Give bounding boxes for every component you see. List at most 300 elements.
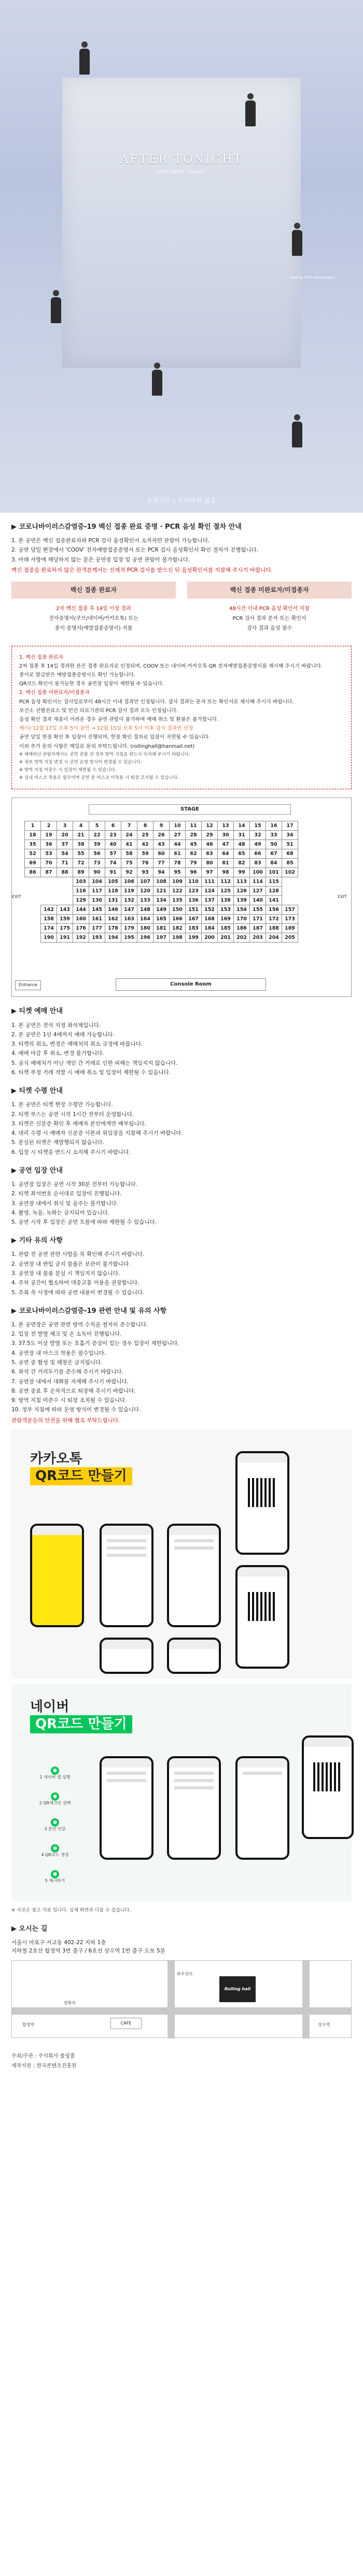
column-line: 전자증명서(쿠브/네이버/카카오톡) 또는 bbox=[49, 615, 138, 621]
seat: 57 bbox=[105, 849, 121, 859]
seat: 203 bbox=[250, 933, 266, 943]
box-small-line: ※ 정부 방역 지침 변경 시 공연 운영 방식이 변경될 수 있습니다. bbox=[19, 759, 142, 765]
step-number-icon: ● bbox=[51, 1818, 59, 1827]
seat: 24 bbox=[121, 831, 137, 840]
seat: 148 bbox=[137, 905, 153, 915]
seat: 121 bbox=[153, 887, 170, 896]
list-item: 4. 예매 마감 후 취소, 변경 불가합니다. bbox=[11, 1050, 104, 1057]
seat: 186 bbox=[234, 924, 250, 933]
box-line: 보건소 선별진료소 및 민간 의료기관의 PCR 검사 결과 모두 인정됩니다. bbox=[19, 707, 178, 714]
seat: 34 bbox=[282, 831, 298, 840]
column-head: 백신 접종 완료자 bbox=[11, 582, 176, 599]
seat: 94 bbox=[153, 868, 170, 877]
naver-qr-guide bbox=[11, 1684, 352, 1901]
credit-host: 주최/주관 : 주식회사 롤링홀 bbox=[11, 2053, 75, 2060]
list-item: 2. 본 공연은 1인 4매까지 예매 가능합니다. bbox=[11, 1031, 115, 1038]
list-item: 5. 공식 예매처가 아닌 개인 간 거래로 인한 피해는 책임지지 않습니다. bbox=[11, 1060, 178, 1066]
seat: 127 bbox=[250, 887, 266, 896]
seat: 72 bbox=[73, 859, 89, 868]
seat: 115 bbox=[266, 877, 282, 887]
seat-row bbox=[25, 859, 298, 868]
covid-notice: 백신 접종을 완료하지 않은 관객분께서는 선제적 PCR 검사를 받으신 뒤 음성확인서를 지참해 주시기 바랍니다. bbox=[11, 567, 273, 573]
seat: 53 bbox=[41, 849, 57, 859]
vaccine-columns bbox=[11, 582, 352, 639]
seat: 18 bbox=[25, 831, 41, 840]
seat: 174 bbox=[41, 924, 57, 933]
seat: 79 bbox=[186, 859, 202, 868]
list-item: 1. 본 공연은 백신 접종완료자와 PCR 검사 음성확인서 소지자만 관람이 가능합니다. bbox=[11, 538, 210, 544]
seat: 38 bbox=[73, 840, 89, 849]
seat: 47 bbox=[218, 840, 234, 849]
empty-cell bbox=[282, 896, 298, 905]
seat: 51 bbox=[282, 840, 298, 849]
list-item: 2. 공연장 내 반입 금지 물품은 보관이 불가합니다. bbox=[11, 1261, 131, 1267]
list-item: 3. 아래 사항에 해당하지 않는 분은 공연장 입장 및 공연 관람이 불가합니다. bbox=[11, 556, 190, 563]
seat: 120 bbox=[137, 887, 153, 896]
column-line: 48시간 이내 PCR 음성 확인서 지참 bbox=[229, 605, 310, 612]
seat: 172 bbox=[266, 915, 282, 924]
phone-mockup bbox=[167, 1524, 221, 1627]
seat: 102 bbox=[282, 868, 298, 877]
list-item: 4. 공연장 내 마스크 착용은 필수입니다. bbox=[11, 1350, 106, 1356]
seat: 131 bbox=[105, 896, 121, 905]
list-item: 6. 입장 시 티켓을 반드시 소지해 주시기 바랍니다. bbox=[11, 1149, 131, 1155]
entrance-label: Entrance bbox=[15, 980, 41, 990]
list-item: 3. 티켓은 신분증 확인 후 예매자 본인에게만 배부됩니다. bbox=[11, 1120, 146, 1127]
seat: 141 bbox=[266, 896, 282, 905]
empty-cell bbox=[41, 877, 57, 887]
list-item: 2. 티켓 부스는 공연 시작 1시간 전부터 운영합니다. bbox=[11, 1111, 134, 1118]
seat: 29 bbox=[202, 831, 218, 840]
map-road bbox=[302, 1961, 310, 2038]
list-item: 5. 주최 측 사정에 따라 공연 내용이 변경될 수 있습니다. bbox=[11, 1289, 145, 1296]
seat: 162 bbox=[105, 915, 121, 924]
seat: 154 bbox=[234, 905, 250, 915]
covid-section bbox=[0, 522, 363, 789]
seat-row bbox=[25, 915, 298, 924]
list-item: 4. 대리 수령 시 예매자 신분증 사본과 위임장을 지참해 주시기 바랍니다. bbox=[11, 1130, 183, 1137]
step-number-icon: ● bbox=[51, 1792, 59, 1801]
seat: 205 bbox=[282, 933, 298, 943]
covidnote-extra: 관람객분들의 안전을 위해 협조 부탁드립니다. bbox=[11, 1417, 120, 1424]
empty-cell bbox=[57, 887, 73, 896]
phone-mockup bbox=[100, 1756, 153, 1860]
seat: 90 bbox=[89, 868, 105, 877]
seat: 178 bbox=[105, 924, 121, 933]
seat: 91 bbox=[105, 868, 121, 877]
seat: 155 bbox=[250, 905, 266, 915]
guide-step bbox=[30, 1870, 80, 1884]
vaccinated-column bbox=[11, 582, 176, 639]
seat: 108 bbox=[153, 877, 170, 887]
seat: 182 bbox=[170, 924, 186, 933]
empty-cell bbox=[25, 887, 41, 896]
phone-mockup bbox=[100, 1524, 153, 1627]
seat: 89 bbox=[73, 868, 89, 877]
seat: 64 bbox=[218, 849, 234, 859]
guide-title-pill: QR코드 만들기 bbox=[30, 1715, 132, 1733]
empty-cell bbox=[282, 877, 298, 887]
qr-code-icon bbox=[248, 1478, 277, 1507]
seat: 200 bbox=[202, 933, 218, 943]
seat: 62 bbox=[186, 849, 202, 859]
seat: 6 bbox=[105, 821, 121, 831]
guide-title bbox=[30, 1699, 132, 1733]
seat: 84 bbox=[266, 859, 282, 868]
seat: 167 bbox=[186, 915, 202, 924]
seat: 173 bbox=[282, 915, 298, 924]
seat: 152 bbox=[202, 905, 218, 915]
seat: 35 bbox=[25, 840, 41, 849]
seat: 54 bbox=[57, 849, 73, 859]
seat: 195 bbox=[121, 933, 137, 943]
empty-cell bbox=[25, 933, 41, 943]
list-item: 4. 촬영, 녹음, 녹화는 금지되어 있습니다. bbox=[11, 1209, 109, 1216]
exit-label: EXIT bbox=[12, 894, 21, 900]
seat: 83 bbox=[250, 859, 266, 868]
phone-mockup bbox=[235, 1565, 289, 1669]
seat: 43 bbox=[153, 840, 170, 849]
seat: 103 bbox=[73, 877, 89, 887]
seat: 199 bbox=[186, 933, 202, 943]
empty-cell bbox=[57, 896, 73, 905]
seat: 165 bbox=[153, 915, 170, 924]
seat: 145 bbox=[89, 905, 105, 915]
box-small-line: ※ 실내 마스크 착용은 필수이며 공연 중 마스크 미착용 시 퇴장 조치될 수 있습니다. bbox=[19, 775, 179, 781]
seat: 7 bbox=[121, 821, 137, 831]
phone-mockup bbox=[30, 1524, 84, 1627]
console-room: Console Room bbox=[116, 978, 266, 991]
seat: 17 bbox=[282, 821, 298, 831]
seat: 163 bbox=[121, 915, 137, 924]
seat: 157 bbox=[282, 905, 298, 915]
seat: 74 bbox=[105, 859, 121, 868]
empty-cell bbox=[41, 896, 57, 905]
empty-cell bbox=[25, 924, 41, 933]
seat: 25 bbox=[137, 831, 153, 840]
seat: 196 bbox=[137, 933, 153, 943]
seat: 12 bbox=[202, 821, 218, 831]
seat: 107 bbox=[137, 877, 153, 887]
column-line: 종이 증명서(예방접종증명서) 지참 bbox=[54, 625, 133, 631]
seat: 147 bbox=[121, 905, 137, 915]
phone-mockup bbox=[167, 1638, 221, 1674]
seat-row bbox=[25, 868, 298, 877]
seat: 146 bbox=[105, 905, 121, 915]
seat: 113 bbox=[234, 877, 250, 887]
guide-step bbox=[30, 1818, 80, 1832]
seat: 27 bbox=[170, 831, 186, 840]
credit-sponsor: 제작지원 : 한국콘텐츠진흥원 bbox=[11, 2063, 77, 2070]
seat: 40 bbox=[105, 840, 121, 849]
seat: 202 bbox=[234, 933, 250, 943]
seat: 105 bbox=[105, 877, 121, 887]
seat: 136 bbox=[186, 896, 202, 905]
seat: 60 bbox=[153, 849, 170, 859]
phone-mockup bbox=[235, 1451, 289, 1555]
poster-title: AFTER TONIGHT bbox=[120, 153, 243, 166]
section-heading: ▶ 코로나바이러스감염증-19 관련 안내 및 유의 사항 bbox=[11, 1307, 167, 1315]
seat: 111 bbox=[202, 877, 218, 887]
seat: 49 bbox=[250, 840, 266, 849]
seat: 201 bbox=[218, 933, 234, 943]
seat: 185 bbox=[218, 924, 234, 933]
seat: 80 bbox=[202, 859, 218, 868]
guide-title-line: 카카오톡 bbox=[30, 1451, 82, 1467]
ticket-list bbox=[11, 1021, 352, 1077]
seat: 56 bbox=[89, 849, 105, 859]
seat: 85 bbox=[282, 859, 298, 868]
seat: 1 bbox=[25, 821, 41, 831]
seat: 160 bbox=[73, 915, 89, 924]
seat: 187 bbox=[250, 924, 266, 933]
map-road bbox=[167, 1961, 175, 2038]
seat: 50 bbox=[266, 840, 282, 849]
seat: 68 bbox=[282, 849, 298, 859]
seat: 168 bbox=[202, 915, 218, 924]
section-heading: ▶ 기타 유의 사항 bbox=[11, 1237, 63, 1245]
list-item: 6. 좌석 간 거리두기를 준수해 주시기 바랍니다. bbox=[11, 1369, 123, 1376]
seat: 170 bbox=[234, 915, 250, 924]
seat: 20 bbox=[57, 831, 73, 840]
map-road bbox=[12, 2007, 351, 2015]
list-item: 5. 공연 시작 후 입장은 공연 흐름에 따라 제한될 수 있습니다. bbox=[11, 1219, 157, 1226]
seat: 137 bbox=[202, 896, 218, 905]
entry-list bbox=[11, 1180, 352, 1226]
person-figure bbox=[290, 414, 304, 448]
list-item: 6. 티켓 부정 거래 적발 시 예매 취소 및 입장이 제한될 수 있습니다. bbox=[11, 1069, 171, 1076]
seat: 99 bbox=[234, 868, 250, 877]
seat: 23 bbox=[105, 831, 121, 840]
seat: 48 bbox=[234, 840, 250, 849]
step-label: 1 네이버 앱 실행 bbox=[39, 1774, 71, 1779]
covid-list bbox=[11, 537, 352, 564]
column-line: PCR 검사 결과 문자 또는 확인서 bbox=[232, 615, 306, 621]
seat: 22 bbox=[89, 831, 105, 840]
step-label: 3 본인 인증 bbox=[44, 1826, 66, 1831]
guide-title-pill: QR코드 만들기 bbox=[30, 1467, 132, 1485]
seat: 69 bbox=[25, 859, 41, 868]
seat: 142 bbox=[41, 905, 57, 915]
seat: 176 bbox=[73, 924, 89, 933]
box-line: 음성 확인 결과 제출이 어려운 경우 공연 관람이 불가하며 예매 취소 및 환불은 불가합니다. bbox=[19, 717, 219, 722]
list-item: 10. 정부 지침에 따라 운영 방식이 변경될 수 있습니다. bbox=[11, 1407, 141, 1413]
box-line: 예시) 12월 17일 오후 5시 공연 → 12월 15일 오후 5시 이후 검사 결과만 인정 bbox=[19, 726, 193, 732]
map-label-sangsu: 상수역 bbox=[318, 2022, 330, 2028]
seat: 39 bbox=[89, 840, 105, 849]
seat: 114 bbox=[250, 877, 266, 887]
seat: 193 bbox=[89, 933, 105, 943]
seat: 161 bbox=[89, 915, 105, 924]
seat: 88 bbox=[57, 868, 73, 877]
venue-transit: 지하철 2호선 합정역 3번 출구 / 6호선 상수역 1번 출구 도보 5분 bbox=[11, 1948, 165, 1955]
seat: 119 bbox=[121, 887, 137, 896]
person-figure bbox=[78, 41, 91, 76]
seat: 67 bbox=[266, 849, 282, 859]
kakao-qr-guide bbox=[11, 1430, 352, 1678]
seat: 135 bbox=[170, 896, 186, 905]
section-heading: ▶ 오시는 길 bbox=[11, 1924, 48, 1933]
seat-row bbox=[25, 877, 298, 887]
guide-note: ※ 사진은 참고 자료 입니다. 실제 화면과 다를 수 있습니다. bbox=[11, 1907, 131, 1913]
seat: 144 bbox=[73, 905, 89, 915]
seat: 26 bbox=[153, 831, 170, 840]
seat: 116 bbox=[73, 887, 89, 896]
seat-row bbox=[25, 924, 298, 933]
seat: 70 bbox=[41, 859, 57, 868]
column-body bbox=[11, 599, 176, 639]
person-figure bbox=[244, 93, 257, 127]
box-line: 종이로 발급받은 예방접종증명서도 확인 가능합니다. bbox=[19, 672, 135, 678]
phone-mockup bbox=[100, 1638, 153, 1674]
seat: 73 bbox=[89, 859, 105, 868]
map-label-street: 와우산로 bbox=[177, 1972, 193, 1977]
guide-title-line: 네이버 bbox=[30, 1699, 69, 1715]
column-head: 백신 접종 미완료자/미접종자 bbox=[187, 582, 352, 599]
seat: 44 bbox=[170, 840, 186, 849]
empty-cell bbox=[282, 887, 298, 896]
person-figure bbox=[290, 223, 304, 257]
box-line: 2차 접종 후 14일 경과한 분은 접종 완료자로 인정되며, COOV 또는 네이버·카카오톡 QR 전자예방접종증명서를 제시해 주시기 바랍니다. bbox=[19, 663, 323, 669]
list-item: 2. 입장 전 발열 체크 및 손 소독이 진행됩니다. bbox=[11, 1331, 122, 1338]
seat: 122 bbox=[170, 887, 186, 896]
seat: 45 bbox=[186, 840, 202, 849]
map-building: CAFE bbox=[110, 2018, 142, 2029]
seat: 180 bbox=[137, 924, 153, 933]
box-small-line: ※ 방역 지침 미준수 시 입장이 제한될 수 있습니다. bbox=[19, 768, 117, 773]
seat: 134 bbox=[153, 896, 170, 905]
seat: 2 bbox=[41, 821, 57, 831]
seat: 37 bbox=[57, 840, 73, 849]
seat: 133 bbox=[137, 896, 153, 905]
list-item: 1. 본 공연은 전석 지정 좌석제입니다. bbox=[11, 1022, 101, 1029]
seat: 9 bbox=[153, 821, 170, 831]
seat: 166 bbox=[170, 915, 186, 924]
seat: 164 bbox=[137, 915, 153, 924]
step-label: 2 QR체크인 선택 bbox=[39, 1800, 71, 1805]
seat: 82 bbox=[234, 859, 250, 868]
seat: 86 bbox=[25, 868, 41, 877]
box-line: 1. 백신 접종 완료자 bbox=[19, 654, 63, 660]
seat: 95 bbox=[170, 868, 186, 877]
seat: 101 bbox=[266, 868, 282, 877]
list-item: 1. 공연장 입장은 공연 시작 30분 전부터 가능합니다. bbox=[11, 1181, 137, 1188]
box-small-line: ※ 예매하신 관람자께서는 공연 관람 전 정부 방역 지침을 반드시 숙지해 주시기 바랍니다. bbox=[19, 751, 190, 757]
seat: 191 bbox=[57, 933, 73, 943]
box-line: 2. 백신 접종 미완료자/미접종자 bbox=[19, 690, 90, 696]
step-number-icon: ● bbox=[51, 1870, 59, 1878]
seat-row bbox=[25, 821, 298, 831]
guide-step bbox=[30, 1792, 80, 1806]
seat: 78 bbox=[170, 859, 186, 868]
seat: 28 bbox=[186, 831, 202, 840]
seat: 21 bbox=[73, 831, 89, 840]
phone-mockup bbox=[167, 1756, 221, 1860]
list-item: 3. 37.5도 이상 발열 또는 호흡기 증상이 있는 경우 입장이 제한됩니다. bbox=[11, 1340, 179, 1347]
seat: 197 bbox=[153, 933, 170, 943]
seat: 139 bbox=[234, 896, 250, 905]
seat: 189 bbox=[282, 924, 298, 933]
seat: 132 bbox=[121, 896, 137, 905]
section-heading: ▶ 티켓 수령 안내 bbox=[11, 1087, 63, 1095]
seat: 151 bbox=[186, 905, 202, 915]
seat: 98 bbox=[218, 868, 234, 877]
seat: 5 bbox=[89, 821, 105, 831]
seat: 100 bbox=[250, 868, 266, 877]
section-heading: ▶ 공연 입장 안내 bbox=[11, 1166, 63, 1175]
seat: 190 bbox=[41, 933, 57, 943]
column-line: 2차 백신 접종 후 14일 이상 경과 bbox=[56, 605, 131, 612]
poster-subtitle: 2022 ADOY Concert bbox=[156, 169, 207, 174]
step-number-icon: ● bbox=[51, 1767, 59, 1775]
seat: 179 bbox=[121, 924, 137, 933]
venue-section bbox=[0, 1924, 363, 1956]
seat: 194 bbox=[105, 933, 121, 943]
qr-code-icon bbox=[313, 1762, 342, 1791]
seat: 63 bbox=[202, 849, 218, 859]
box-line: PCR 음성 확인서는 검사일로부터 48시간 이내 결과만 인정됩니다. 검사 결과는 문자 또는 확인서로 제시해 주시기 바랍니다. bbox=[19, 699, 294, 705]
covidnote-list bbox=[11, 1321, 352, 1414]
concert-poster bbox=[0, 0, 363, 513]
seat: 109 bbox=[170, 877, 186, 887]
seat: 158 bbox=[41, 915, 57, 924]
list-item: 1. 본 공연은 티켓 현장 수령만 가능합니다. bbox=[11, 1102, 113, 1108]
seat: 71 bbox=[57, 859, 73, 868]
seat: 10 bbox=[170, 821, 186, 831]
seat: 175 bbox=[57, 924, 73, 933]
seat-row bbox=[25, 840, 298, 849]
poster-backdrop bbox=[62, 78, 301, 368]
list-item: 5. 분실된 티켓은 재발행되지 않습니다. bbox=[11, 1139, 104, 1146]
box-line: 이외 추가 문의 사항은 메일로 문의 부탁드립니다. (rollinghall@hanmail.net) bbox=[19, 743, 195, 749]
phone-mockup bbox=[302, 1735, 354, 1839]
seat: 96 bbox=[186, 868, 202, 877]
list-item: 7. 공연장 내에서 대화를 자제해 주시기 바랍니다. bbox=[11, 1378, 129, 1385]
step-label: 4 QR코드 생성 bbox=[41, 1852, 69, 1857]
seat: 3 bbox=[57, 821, 73, 831]
box-line: 공연 당일 현장 확인 후 입장이 진행되며, 현장 확인 절차로 입장이 지연될 수 있습니다. bbox=[19, 734, 211, 741]
seat: 149 bbox=[153, 905, 170, 915]
seat: 128 bbox=[266, 887, 282, 896]
seat-row bbox=[25, 896, 298, 905]
pickup-list bbox=[11, 1101, 352, 1156]
venue-address: 서울시 마포구 서교동 402-22 지하 1층 bbox=[11, 1939, 106, 1946]
seat: 177 bbox=[89, 924, 105, 933]
step-label: 5 제시하기 bbox=[45, 1878, 65, 1883]
seat: 93 bbox=[137, 868, 153, 877]
seat: 32 bbox=[250, 831, 266, 840]
seat-row bbox=[25, 831, 298, 840]
seat: 198 bbox=[170, 933, 186, 943]
map-label-street: 양화로 bbox=[64, 2001, 76, 2006]
column-body bbox=[187, 599, 352, 639]
seat: 97 bbox=[202, 868, 218, 877]
seat: 52 bbox=[25, 849, 41, 859]
seat: 104 bbox=[89, 877, 105, 887]
list-item: 2. 공연 당일 현장에서 'COOV' 전자예방접종증명서 또는 PCR 검사 음성확인서 확인 절차가 진행됩니다. bbox=[11, 547, 259, 554]
list-item: 2. 티켓 좌석번호 순서대로 입장이 진행됩니다. bbox=[11, 1191, 122, 1197]
seat: 204 bbox=[266, 933, 282, 943]
map-label-hapjeong: 합정역 bbox=[22, 2022, 35, 2028]
seat: 171 bbox=[250, 915, 266, 924]
seat: 126 bbox=[234, 887, 250, 896]
poster-footer: 공연시간 | 인터미션 없음 bbox=[146, 497, 217, 504]
seat: 143 bbox=[57, 905, 73, 915]
seat: 81 bbox=[218, 859, 234, 868]
column-line: 검사 결과 음성 필수 bbox=[247, 625, 292, 631]
seat: 15 bbox=[250, 821, 266, 831]
list-item: 9. 방역 지침 미준수 시 퇴장 조치될 수 있습니다. bbox=[11, 1397, 127, 1404]
